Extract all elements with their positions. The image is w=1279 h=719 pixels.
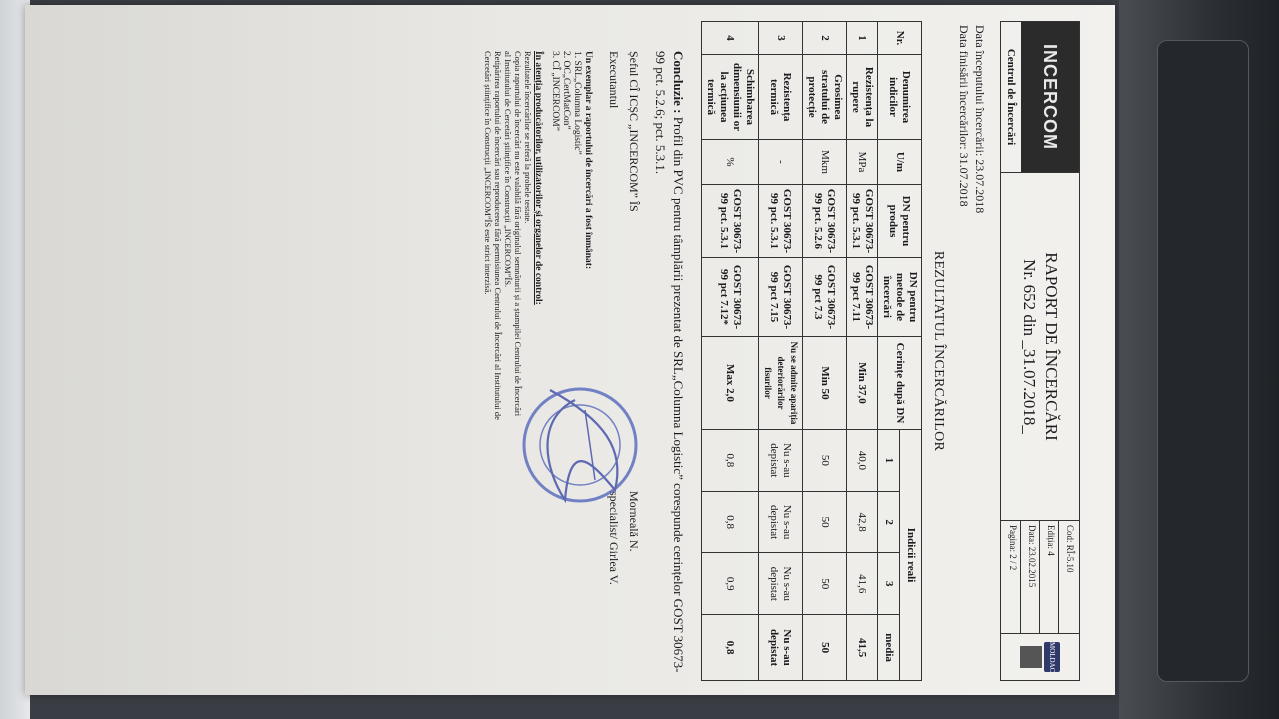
col-header-cerinte: Cerințe după DN bbox=[878, 337, 922, 430]
row-dn-metode: GOST 30673-99 pct 7.15 bbox=[759, 258, 803, 337]
list-item: 1. SRL„Columna Logistic” bbox=[572, 51, 582, 155]
report-title: RAPORT DE ÎNCERCĂRI bbox=[1042, 252, 1061, 441]
row-dn-metode: GOST 30673-99 pct 7.12* bbox=[702, 258, 759, 337]
report-header bbox=[1000, 21, 1080, 681]
row-dn-metode: GOST 30673-99 pct 7.3 bbox=[803, 258, 847, 337]
meta-page: Pagina: 2 / 2 bbox=[1008, 525, 1019, 571]
row-nr: 2 bbox=[803, 22, 847, 55]
row-dn-produs: GOST 30673-99 pct. 5.3.1 bbox=[702, 185, 759, 258]
table-row bbox=[847, 22, 878, 681]
accreditation-mark bbox=[1001, 634, 1080, 681]
distribution-heading: Un exemplar a raportului de încercări a fost înmânat: bbox=[583, 51, 593, 270]
row-value-2: Nu s-au depistat bbox=[759, 491, 803, 553]
col-header-dn-produs: DN pentru produs bbox=[878, 185, 922, 258]
meta-code: Cod: RÎ-5.10 bbox=[1059, 521, 1078, 633]
row-name: Rezistența termică bbox=[759, 55, 803, 140]
attention-line: Copia raportului de încercări nu este valabilă fără originalul semnăturii și a ștampilei Centrului de Încercări bbox=[513, 51, 523, 417]
row-nr: 4 bbox=[702, 22, 759, 55]
test-report-page bbox=[25, 5, 1115, 695]
meta-edition: Ediția: 4 bbox=[1040, 521, 1059, 633]
list-item: 2. OC„CertMatCon” bbox=[561, 51, 571, 130]
conclusion-text: Profil din PVC pentru tâmplării prezentat de SRL„Columna Logistic” corespunde cerințelor GOST 30673-99 pct. 5.2.6; pct. 5.3.1. bbox=[653, 51, 686, 673]
row-value-3: Nu s-au depistat bbox=[759, 553, 803, 615]
row-dn-produs: GOST 30673-99 pct. 5.2.6 bbox=[803, 185, 847, 258]
chief-label: Șeful CÎ ICȘC „INCERCOM” ÎS bbox=[627, 51, 641, 212]
list-item: 3. CÎ „INCERCOM” bbox=[550, 51, 560, 131]
col-header-i2: 2 bbox=[878, 491, 900, 553]
row-value-1: Nu s-au depistat bbox=[759, 430, 803, 492]
chief-signature-row bbox=[623, 21, 643, 681]
meta-date: Data: 23.02.2015 bbox=[1021, 521, 1040, 633]
test-dates bbox=[956, 21, 988, 681]
col-header-um: U/m bbox=[878, 140, 922, 185]
table-row bbox=[803, 22, 847, 681]
row-cerinte: Min 50 bbox=[803, 337, 847, 430]
row-value-3: 50 bbox=[803, 553, 847, 615]
distribution-list bbox=[549, 21, 593, 681]
row-value-1: 40,0 bbox=[847, 430, 878, 492]
row-cerinte: Max 2,0 bbox=[702, 337, 759, 430]
row-value-2: 42,8 bbox=[847, 491, 878, 553]
results-table bbox=[701, 21, 922, 681]
executor-signature-row bbox=[603, 21, 623, 681]
row-um: Mkm bbox=[803, 140, 847, 185]
row-value-3: 41,6 bbox=[847, 553, 878, 615]
attention-notice bbox=[483, 21, 543, 671]
col-header-i1: 1 bbox=[878, 430, 900, 492]
col-header-name: Denumirea indicilor bbox=[878, 55, 922, 140]
row-um: % bbox=[702, 140, 759, 185]
device-on-desk bbox=[1157, 40, 1249, 682]
chief-name: Morneală N. bbox=[627, 491, 641, 552]
row-value-1: 50 bbox=[803, 430, 847, 492]
col-header-i3: 3 bbox=[878, 553, 900, 615]
row-cerinte: Min 37,0 bbox=[847, 337, 878, 430]
row-name: Grosimea stratului de protecție bbox=[803, 55, 847, 140]
col-header-nr: Nr. bbox=[878, 22, 922, 55]
attention-line: Rezultatele încercărilor se referă la probele testate. bbox=[523, 51, 533, 224]
center-name: Centrul de Încercări bbox=[1005, 48, 1017, 146]
executor-label: Executantul bbox=[607, 51, 621, 109]
attention-line: Retipărirea raportului de încercări sau reproducerea fără permisiunea Centrului de Încercări al Institutului de bbox=[493, 51, 503, 420]
accreditation-icon bbox=[1020, 646, 1042, 668]
desk-background-right bbox=[1119, 0, 1279, 719]
report-content bbox=[483, 21, 1080, 681]
row-nr: 1 bbox=[847, 22, 878, 55]
row-dn-produs: GOST 30673-99 pct. 5.3.1 bbox=[847, 185, 878, 258]
row-dn-metode: GOST 30673-99 pct 7.11 bbox=[847, 258, 878, 337]
test-start-date: Data începutului încercării: 23.07.2018 bbox=[973, 25, 987, 214]
conclusion bbox=[651, 21, 687, 681]
row-cerinte: Nu se admite apariția deteriorărilor fisurilor bbox=[759, 337, 803, 430]
row-media: Nu s-au depistat bbox=[759, 615, 803, 681]
table-row bbox=[759, 22, 803, 681]
col-header-dn-metode: DN pentru metode de încercări bbox=[878, 258, 922, 337]
col-header-media: media bbox=[878, 615, 900, 681]
test-end-date: Data finisării încercărilor: 31.07.2018 bbox=[957, 25, 971, 207]
row-nr: 3 bbox=[759, 22, 803, 55]
executor-name: specialist/ Girlea V. bbox=[607, 491, 621, 585]
row-value-1: 0,8 bbox=[702, 430, 759, 492]
row-dn-produs: GOST 30673-99 pct. 5.3.1 bbox=[759, 185, 803, 258]
report-number: Nr. 652 din _31.07.2018_ bbox=[1020, 259, 1039, 434]
table-row bbox=[702, 22, 759, 681]
row-um: MPa bbox=[847, 140, 878, 185]
row-media: 50 bbox=[803, 615, 847, 681]
row-value-3: 0,9 bbox=[702, 553, 759, 615]
signatures bbox=[603, 21, 643, 681]
section-title: REZULTATUL ÎNCERCĂRILOR bbox=[931, 250, 946, 452]
report-title-cell bbox=[1001, 173, 1080, 521]
row-name: Schimbarea dimensiunii or la acțiunea termică bbox=[702, 55, 759, 140]
row-media: 0,8 bbox=[702, 615, 759, 681]
row-name: Rezistența la rupere bbox=[847, 55, 878, 140]
attention-line: al Institutului de Cercetări științifice în Construcții „INCERCOM”ÎS. bbox=[503, 51, 513, 288]
col-header-indici: Indicii reali bbox=[900, 430, 922, 681]
row-media: 41,5 bbox=[847, 615, 878, 681]
row-um: - bbox=[759, 140, 803, 185]
attention-heading: În atenția producătorilor, utilizatorilor și organelor de control: bbox=[533, 51, 543, 305]
conclusion-label: Concluzie : bbox=[671, 51, 686, 114]
official-stamp-and-signature bbox=[515, 380, 645, 510]
moldac-logo: MOLDAC bbox=[1044, 642, 1060, 672]
document-meta bbox=[1001, 521, 1080, 634]
row-value-2: 0,8 bbox=[702, 491, 759, 553]
attention-line: Cercetări științifice în Construcții „INCERCOM”ÎS este strict interzisă. bbox=[483, 51, 493, 295]
row-value-2: 50 bbox=[803, 491, 847, 553]
logo-cell bbox=[1001, 22, 1080, 173]
incercom-logo: INCERCOM bbox=[1021, 22, 1079, 172]
